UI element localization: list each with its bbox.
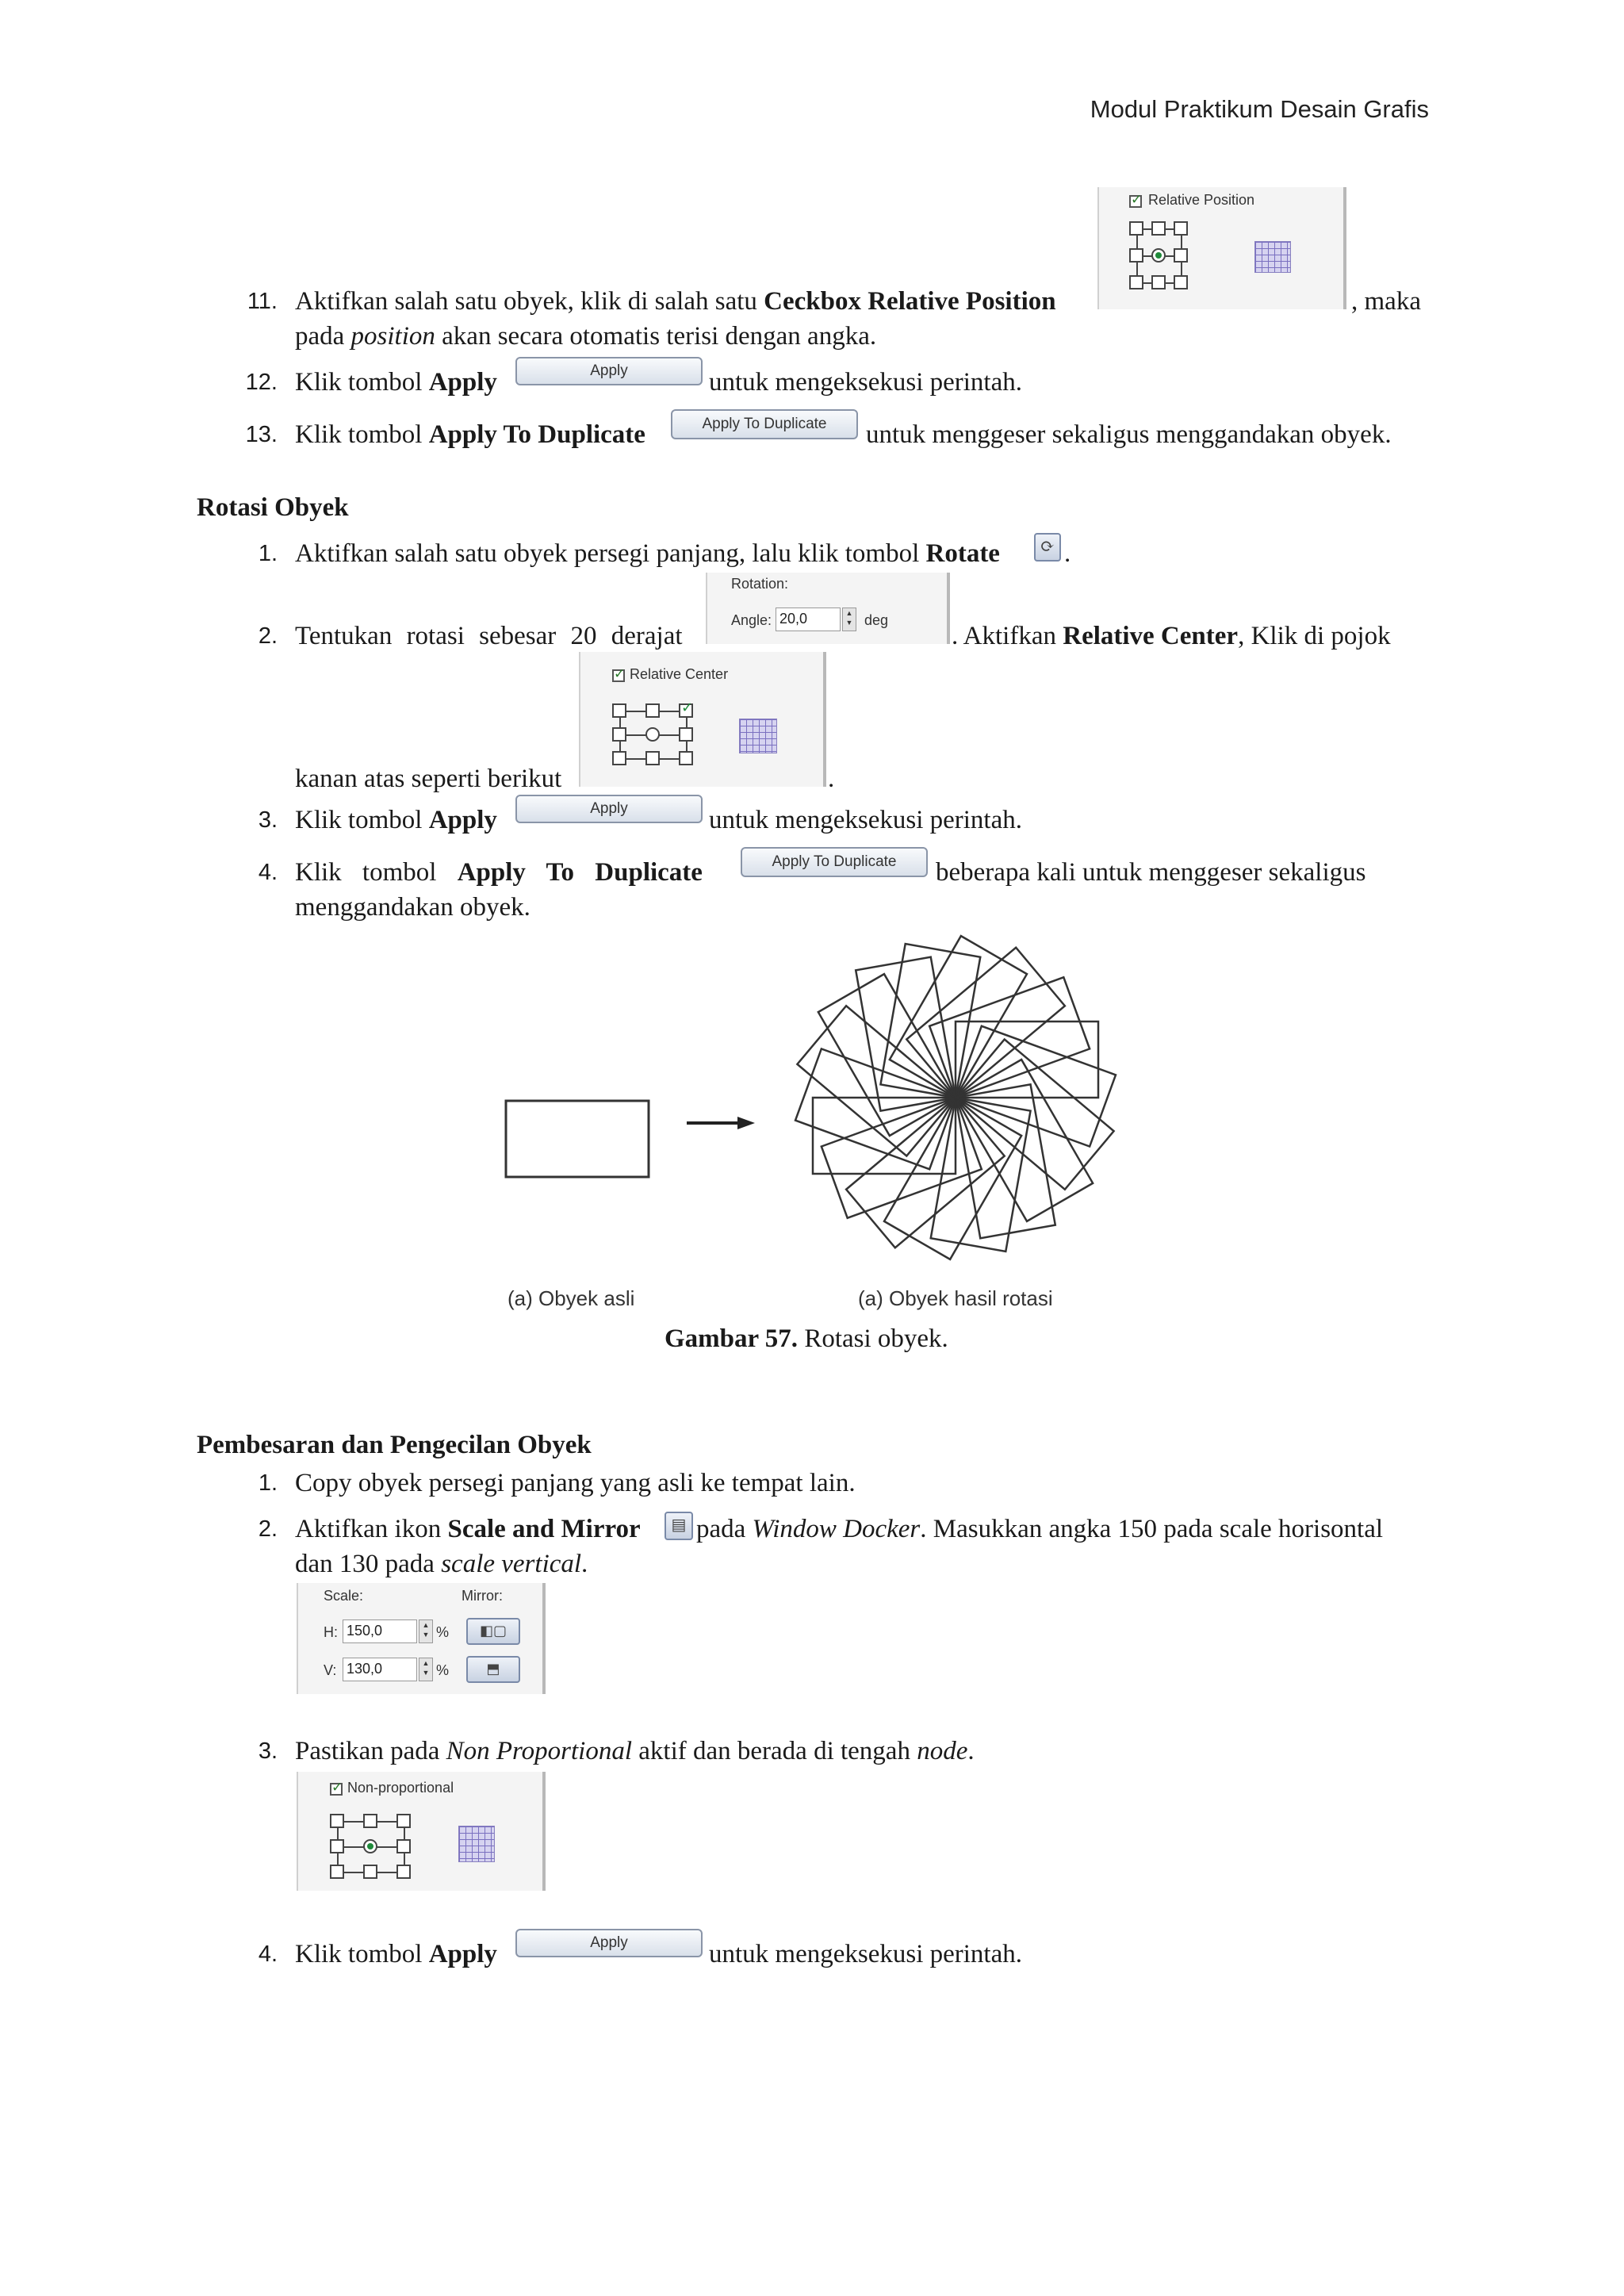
rotasi-item-1-end: .	[1064, 539, 1071, 568]
angle-unit: deg	[864, 612, 889, 628]
item-13-text-end: untuk menggeser sekaligus menggandakan obyek.	[866, 420, 1392, 449]
angle-label: Angle:	[731, 612, 772, 628]
node-center[interactable]	[1151, 248, 1166, 263]
apply-to-duplicate-button[interactable]: Apply To Duplicate	[671, 409, 858, 439]
rotasi-item-4-line2: menggandakan obyek.	[295, 893, 530, 922]
item-12-text-end: untuk mengeksekusi perintah.	[709, 368, 1023, 397]
scale-v-spinner[interactable]: ▲ ▼	[419, 1658, 433, 1681]
scale-v-input[interactable]: 130,0	[343, 1658, 417, 1681]
scale-item-2-line2: dan 130 pada scale vertical.	[295, 1550, 588, 1578]
rotated-rectangles	[795, 936, 1116, 1259]
node-top-left[interactable]	[1129, 221, 1143, 236]
rotation-title: Rotation:	[731, 576, 789, 592]
item-11-line2: pada position akan secara otomatis terisi dengan angka.	[295, 322, 877, 351]
figure-caption-right: (a) Obyek hasil rotasi	[858, 1286, 1053, 1310]
position-grid-icon	[1254, 241, 1291, 273]
list-number: 1.	[258, 1470, 278, 1496]
rotation-figure	[500, 928, 1134, 1309]
center-node-center[interactable]	[645, 727, 660, 742]
arrow-head	[737, 1117, 755, 1129]
scale-item-1-text: Copy obyek persegi panjang yang asli ke tempat lain.	[295, 1469, 856, 1497]
rotasi-item-3-end: untuk mengeksekusi perintah.	[709, 806, 1023, 834]
np-node-bottom-center[interactable]	[363, 1865, 377, 1879]
center-node-top-center[interactable]	[645, 703, 660, 718]
mirror-vertical-button[interactable]: ⬒	[466, 1656, 520, 1683]
center-node-bottom-left[interactable]	[612, 751, 626, 765]
v-percent: %	[436, 1662, 450, 1678]
relative-position-panel	[1097, 187, 1346, 309]
figure-caption-left: (a) Obyek asli	[508, 1286, 635, 1310]
rotated-rectangle	[822, 1098, 982, 1218]
np-node-center[interactable]	[363, 1839, 377, 1853]
apply-button[interactable]: Apply	[515, 1929, 703, 1957]
center-node-top-left[interactable]	[612, 703, 626, 718]
item-11-line1-end: , maka	[1351, 287, 1421, 316]
list-number: 4.	[258, 860, 278, 885]
original-rectangle	[506, 1101, 649, 1177]
list-number: 4.	[258, 1941, 278, 1967]
rotasi-item-2-text: Tentukan rotasi sebesar 20 derajat	[295, 622, 683, 650]
angle-spinner[interactable]: ▲ ▼	[842, 608, 856, 631]
running-header: Modul Praktikum Desain Grafis	[1090, 95, 1429, 123]
list-number: 13.	[245, 422, 278, 447]
scale-label: Scale:	[324, 1588, 364, 1604]
relative-center-panel	[579, 652, 826, 787]
scale-item-3-text: Pastikan pada Non Proportional aktif dan berada di tengah node.	[295, 1737, 975, 1765]
node-middle-left[interactable]	[1129, 248, 1143, 263]
mirror-horizontal-button[interactable]: ◧▢	[466, 1618, 520, 1645]
relative-position-checkbox[interactable]	[1129, 195, 1142, 208]
rotation-panel	[706, 573, 950, 644]
center-node-bottom-right[interactable]	[679, 751, 693, 765]
list-number: 12.	[245, 370, 278, 395]
h-label: H:	[324, 1624, 338, 1640]
scale-h-input[interactable]: 150,0	[343, 1619, 417, 1643]
rotated-rectangle	[956, 1026, 1116, 1147]
rotated-rectangle	[956, 1084, 1055, 1238]
rotated-rectangle	[929, 977, 1090, 1098]
scale-item-4-end: untuk mengeksekusi perintah.	[709, 1940, 1023, 1968]
scale-item-2-mid: pada Window Docker. Masukkan angka 150 pada scale horisontal	[696, 1515, 1384, 1543]
apply-button[interactable]: Apply	[515, 795, 703, 823]
rotated-rectangle	[956, 1039, 1114, 1189]
relative-center-label: Relative Center	[630, 666, 729, 682]
scale-item-2-text: Aktifkan ikon Scale and Mirror	[295, 1515, 641, 1543]
rotasi-item-4-end: beberapa kali untuk menggeser sekaligus	[936, 858, 1366, 887]
node-bottom-left[interactable]	[1129, 275, 1143, 289]
item-12-text: Klik tombol Apply	[295, 368, 497, 397]
scale-item-4-text: Klik tombol Apply	[295, 1940, 497, 1968]
v-label: V:	[324, 1662, 337, 1678]
h-percent: %	[436, 1624, 450, 1640]
list-number: 11.	[247, 289, 278, 314]
rotated-rectangle	[856, 957, 956, 1111]
list-number: 2.	[258, 623, 278, 649]
np-node-top-right[interactable]	[396, 1814, 411, 1828]
np-node-middle-left[interactable]	[330, 1839, 344, 1853]
rotasi-item-2-line2-end: .	[828, 765, 835, 793]
rotated-rectangle	[795, 1048, 956, 1169]
np-grid-icon	[458, 1826, 495, 1862]
non-proportional-panel	[297, 1772, 546, 1891]
relative-position-label: Relative Position	[1148, 192, 1255, 208]
mirror-label: Mirror:	[462, 1588, 503, 1604]
node-top-center[interactable]	[1151, 221, 1166, 236]
non-proportional-checkbox[interactable]	[330, 1783, 343, 1796]
scale-mirror-icon[interactable]: ▤	[665, 1512, 693, 1540]
rotasi-item-3-text: Klik tombol Apply	[295, 806, 497, 834]
section-heading-rotasi: Rotasi Obyek	[197, 493, 349, 522]
center-node-top-right[interactable]	[679, 703, 693, 718]
rotated-rectangle	[846, 1098, 1005, 1248]
rotation-figure-svg	[500, 928, 1134, 1309]
list-number: 2.	[258, 1516, 278, 1542]
np-node-top-center[interactable]	[363, 1814, 377, 1828]
rotasi-item-2-line2: kanan atas seperti berikut	[295, 765, 562, 793]
rotasi-item-2-mid: . Aktifkan Relative Center, Klik di pojok	[952, 622, 1391, 650]
rotated-rectangle	[906, 948, 1065, 1098]
figure-title: Gambar 57. Rotasi obyek.	[665, 1324, 948, 1353]
node-bottom-right[interactable]	[1174, 275, 1188, 289]
node-middle-right[interactable]	[1174, 248, 1188, 263]
rotasi-item-1-text: Aktifkan salah satu obyek persegi panjang, lalu klik tombol Rotate	[295, 539, 1000, 568]
relative-center-checkbox[interactable]	[612, 669, 625, 682]
angle-input[interactable]: 20,0	[776, 608, 841, 631]
np-node-bottom-right[interactable]	[396, 1865, 411, 1879]
rotasi-item-4-text: Klik tombol Apply To Duplicate	[295, 858, 703, 887]
list-number: 3.	[258, 807, 278, 833]
section-heading-scale: Pembesaran dan Pengecilan Obyek	[197, 1431, 592, 1459]
center-grid-icon	[739, 719, 777, 753]
scale-h-spinner[interactable]: ▲ ▼	[419, 1619, 433, 1643]
np-node-bottom-left[interactable]	[330, 1865, 344, 1879]
rotated-rectangle	[797, 1006, 956, 1156]
node-top-right[interactable]	[1174, 221, 1188, 236]
scale-panel	[297, 1583, 546, 1694]
item-11-line1: Aktifkan salah satu obyek, klik di salah satu Ceckbox Relative Position	[295, 287, 1056, 316]
np-node-middle-right[interactable]	[396, 1839, 411, 1853]
np-node-top-left[interactable]	[330, 1814, 344, 1828]
center-node-middle-left[interactable]	[612, 727, 626, 742]
list-number: 3.	[258, 1738, 278, 1764]
apply-button[interactable]: Apply	[515, 357, 703, 385]
non-proportional-label: Non-proportional	[347, 1780, 454, 1796]
center-node-middle-right[interactable]	[679, 727, 693, 742]
item-13-text: Klik tombol Apply To Duplicate	[295, 420, 645, 449]
list-number: 1.	[258, 541, 278, 566]
rotate-icon[interactable]: ⟳	[1034, 533, 1061, 562]
apply-to-duplicate-button[interactable]: Apply To Duplicate	[741, 847, 928, 877]
center-node-bottom-center[interactable]	[645, 751, 660, 765]
node-bottom-center[interactable]	[1151, 275, 1166, 289]
